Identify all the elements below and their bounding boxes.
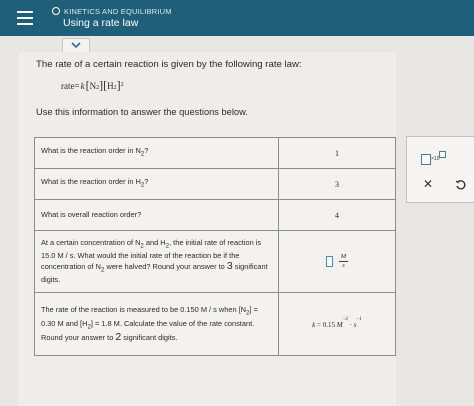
page-title: Using a rate law	[63, 17, 139, 29]
rate-answer-input[interactable]	[326, 256, 333, 267]
answer-cell	[279, 231, 396, 293]
exponent-box-icon	[439, 151, 446, 158]
scientific-notation-button[interactable]	[421, 151, 447, 167]
question-cell: The rate of the reaction is measured to be 0.150 M / s when $[N_2] = 0.30$ M and $[H_2] = 1.8$ M. Calculate the value of the rate constant. Round your answer to 2 significant digits.	[35, 293, 279, 356]
answer-value: 3	[335, 179, 339, 189]
math-toolbar	[406, 136, 474, 203]
chevron-down-icon	[71, 42, 81, 49]
rate-law-equation: rate = k [ N $_2$ ] [ H $_2$ ] $^2$	[61, 78, 124, 92]
question-cell: At a certain concentration of $N_2$ and $H_2$, the initial rate of reaction is 15.0 M / s. What would the initial rate of the reaction be if the concentration of $N_2$ were halved? Round your answer to 3 significant digits.	[35, 231, 279, 293]
equals-sign: =	[74, 81, 80, 91]
n2-symbol: N	[89, 81, 97, 91]
menu-icon[interactable]	[10, 6, 42, 30]
table-row	[35, 169, 396, 200]
undo-button[interactable]	[455, 178, 467, 196]
question-cell: What is the reaction order in $H_2$?	[35, 169, 279, 200]
times-ten-label: ×10	[431, 156, 440, 162]
answer-cell[interactable]	[279, 293, 396, 356]
h2-subscript: 2	[113, 85, 117, 91]
table-row	[35, 138, 396, 169]
h2-symbol: H	[107, 81, 114, 91]
rate-constant-answer: k = 0.15 $M^{-2} \cdot s^{-1}$	[312, 317, 362, 329]
rate-label: rate	[61, 81, 75, 91]
unit-fraction: $\frac{M}{s}$	[340, 253, 347, 269]
undo-icon	[455, 179, 467, 191]
table-row	[35, 293, 396, 356]
answer-cell[interactable]	[279, 138, 396, 169]
topic-label: KINETICS AND EQUILIBRIUM	[64, 6, 172, 16]
h2-exponent: 2	[120, 82, 124, 88]
instruction-text: Use this information to answer the questions below.	[36, 107, 248, 117]
topic-row	[52, 5, 172, 17]
answer-cell[interactable]	[279, 200, 396, 231]
topic-circle-icon	[52, 7, 60, 15]
mantissa-box-icon	[421, 154, 431, 165]
question-cell: What is overall reaction order?	[35, 200, 279, 231]
rate-constant-symbol: k	[80, 81, 85, 91]
question-cell: What is the reaction order in $N_2$?	[35, 138, 279, 169]
n2-subscript: 2	[96, 85, 100, 91]
problem-intro: The rate of a certain reaction is given by the following rate law:	[36, 59, 302, 70]
answer-value: 4	[335, 210, 339, 220]
answer-cell[interactable]	[279, 169, 396, 200]
answer-value: 1	[335, 148, 339, 158]
top-bar	[0, 0, 474, 36]
questions-table	[34, 137, 396, 356]
table-row	[35, 231, 396, 293]
clear-button[interactable]: ✕	[423, 177, 434, 191]
table-row	[35, 200, 396, 231]
